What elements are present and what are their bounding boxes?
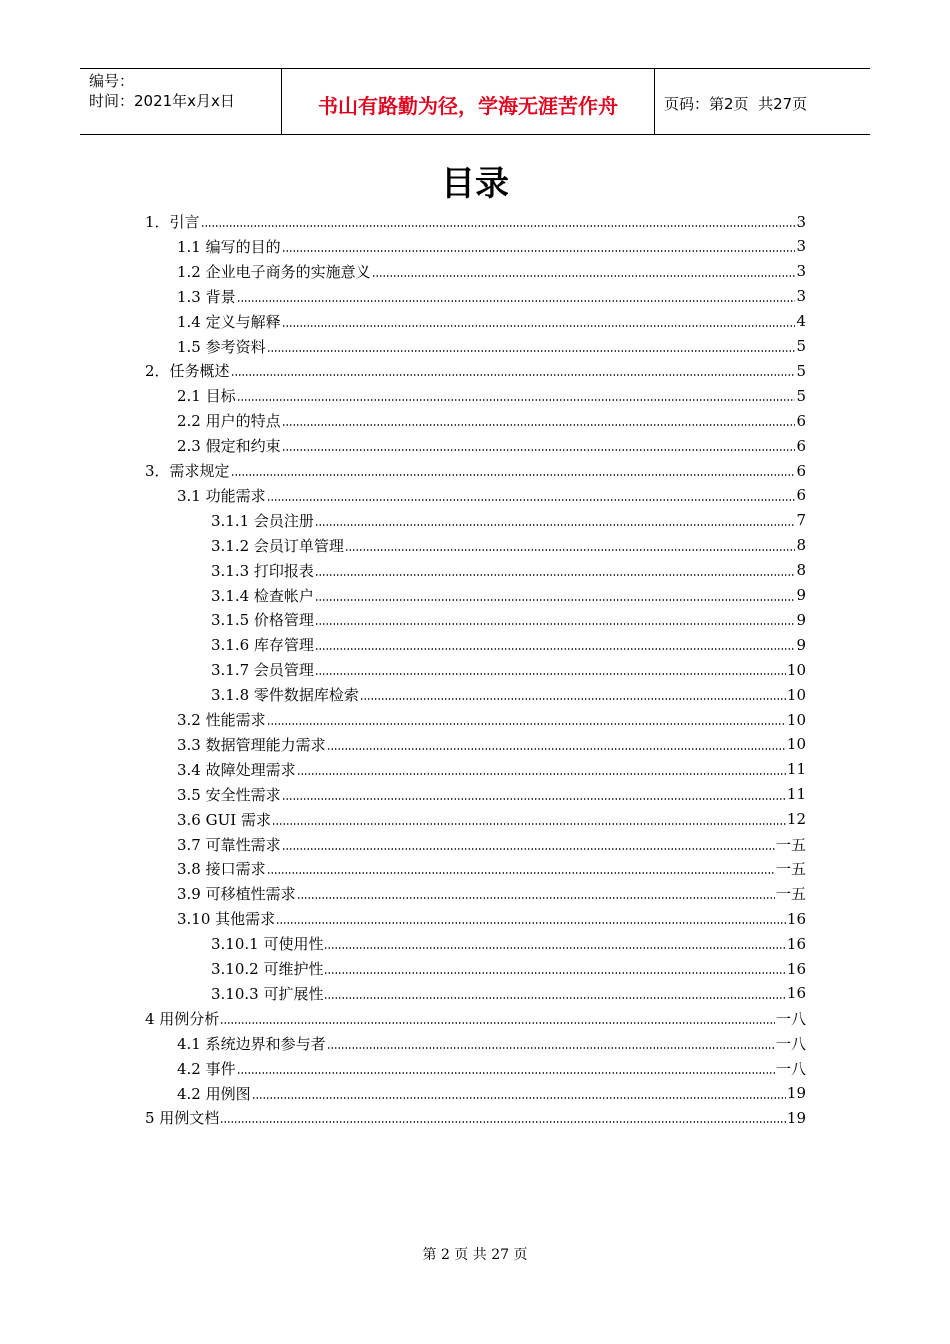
toc-entry-title: 3.10.1 可使用性 [211, 935, 324, 954]
toc-entry[interactable] [177, 284, 806, 309]
toc-dot-leader [324, 971, 785, 975]
toc-dot-leader [237, 299, 796, 303]
toc-entry[interactable] [211, 508, 806, 533]
toc-dot-leader [324, 996, 785, 1000]
toc-entry-page: 4 [796, 312, 806, 331]
toc-entry[interactable] [211, 607, 806, 632]
toc-entry-page: 3 [796, 212, 806, 231]
toc-entry-title: 3.4 故障处理需求 [177, 760, 296, 779]
toc-entry-title: 2.1 目标 [177, 387, 236, 406]
toc-entry-title: 2．任务概述 [145, 362, 230, 381]
toc-entry-page: 8 [796, 561, 806, 580]
toc-dot-leader [267, 349, 796, 353]
toc-entry[interactable] [145, 1105, 806, 1130]
toc-entry-page: 10 [786, 660, 806, 679]
header-page-cell [655, 69, 870, 134]
toc-entry-title: 1.4 定义与解释 [177, 312, 281, 331]
toc-entry-title: 3.8 接口需求 [177, 860, 266, 879]
toc-entry-title: 3.1.3 打印报表 [211, 561, 314, 580]
header-page-code: 页码：第2页 共27页 [664, 95, 808, 113]
toc-dot-leader [220, 1021, 775, 1025]
toc-entry[interactable] [177, 832, 806, 857]
toc-entry-page: 19 [786, 1084, 806, 1102]
toc-dot-leader [297, 772, 786, 776]
toc-entry-page: 一五 [775, 835, 806, 854]
toc-entry-title: 3.1 功能需求 [177, 486, 266, 505]
toc-entry-title: 3.1.6 库存管理 [211, 636, 314, 655]
toc-entry[interactable] [177, 234, 806, 259]
toc-entry[interactable] [211, 657, 806, 682]
toc-dot-leader [231, 373, 796, 377]
toc-entry-page: 10 [786, 685, 806, 704]
toc-entry-page: 3 [796, 287, 806, 306]
toc-entry-page: 12 [786, 810, 806, 829]
toc-entry-title: 2.2 用户的特点 [177, 412, 281, 431]
toc-dot-leader [360, 697, 786, 701]
toc-entry[interactable] [211, 583, 806, 608]
toc-entry-title: 3.1.1 会员注册 [211, 511, 314, 530]
toc-entry-page: 9 [796, 610, 806, 629]
toc-dot-leader [327, 747, 786, 751]
toc-dot-leader [282, 249, 796, 253]
toc-dot-leader [237, 398, 796, 402]
toc-entry-page: 9 [796, 635, 806, 654]
toc-entry[interactable] [177, 334, 806, 359]
page-footer: 第 2 页 共 27 页 [422, 1247, 528, 1263]
toc-entry-title: 3.10 其他需求 [177, 910, 276, 929]
toc-entry-page: 7 [796, 511, 806, 530]
toc-entry[interactable] [211, 981, 806, 1006]
toc-dot-leader [315, 523, 796, 527]
toc-dot-leader [345, 548, 796, 552]
toc-entry-title: 1.3 背景 [177, 287, 236, 306]
toc-entry[interactable] [145, 209, 806, 234]
toc-dot-leader [276, 921, 786, 925]
toc-entry-page: 11 [786, 785, 806, 804]
toc-dot-leader [282, 423, 796, 427]
toc-entry-title: 3.2 性能需求 [177, 711, 266, 729]
toc-dot-leader [252, 1096, 786, 1100]
toc-entry-page: 6 [796, 486, 806, 505]
toc-entry-page: 5 [796, 337, 806, 355]
toc-dot-leader [372, 274, 796, 278]
toc-dot-leader [324, 946, 785, 950]
header-info-cell [80, 69, 282, 134]
toc-entry-page: 16 [786, 984, 806, 1003]
header-number-label: 编号： [89, 72, 135, 90]
toc-entry[interactable] [211, 931, 806, 956]
toc-entry[interactable] [177, 1081, 806, 1106]
page-title: 目录 [441, 164, 509, 204]
toc-dot-leader [315, 647, 796, 651]
toc-entry-title: 3.5 安全性需求 [177, 785, 281, 804]
toc-entry[interactable] [177, 383, 806, 408]
toc-dot-leader [315, 598, 796, 602]
toc-entry-title: 4 用例分析 [145, 1009, 220, 1028]
toc-entry[interactable] [211, 956, 806, 981]
toc-entry-title: 3.3 数据管理能力需求 [177, 735, 326, 754]
toc-entry-title: 3.6 GUI 需求 [177, 810, 271, 829]
toc-entry-title: 1．引言 [145, 213, 200, 231]
toc-entry-title: 3.1.7 会员管理 [211, 661, 314, 680]
toc-entry-title: 3.1.5 价格管理 [211, 611, 314, 630]
toc-entry[interactable] [211, 533, 806, 558]
toc-entry[interactable] [177, 1031, 806, 1056]
toc-entry-title: 3．需求规定 [145, 462, 230, 480]
toc-entry[interactable] [177, 807, 806, 832]
header-motto: 书山有路勤为径，学海无涯苦作舟 [318, 94, 618, 118]
page-header [80, 68, 870, 135]
toc-entry-title: 3.10.3 可扩展性 [211, 984, 324, 1003]
toc-entry-title: 2.3 假定和约束 [177, 437, 281, 456]
toc-dot-leader [282, 797, 786, 801]
toc-entry-title: 1.5 参考资料 [177, 337, 266, 356]
toc-entry-page: 11 [786, 760, 806, 779]
toc-dot-leader [267, 871, 775, 875]
toc-entry-page: 16 [786, 934, 806, 953]
toc-entry[interactable] [177, 259, 806, 284]
toc-entry-page: 8 [796, 536, 806, 555]
toc-entry-title: 4.1 系统边界和参与者 [177, 1034, 326, 1053]
toc-entry-page: 10 [786, 735, 806, 754]
toc-entry-page: 19 [786, 1108, 806, 1127]
toc-entry-page: 3 [796, 237, 806, 256]
toc-dot-leader [220, 1120, 786, 1124]
toc-entry[interactable] [177, 757, 806, 782]
toc-entry-title: 3.9 可移植性需求 [177, 885, 296, 904]
toc-dot-leader [315, 573, 796, 577]
toc-dot-leader [282, 847, 775, 851]
toc-dot-leader [272, 822, 786, 826]
header-time-label: 时间：2021年x月x日 [89, 92, 235, 110]
toc-entry[interactable] [177, 707, 806, 732]
toc-entry-title: 3.1.2 会员订单管理 [211, 536, 344, 555]
toc-entry[interactable] [177, 309, 806, 334]
toc-entry[interactable] [177, 906, 806, 931]
toc-entry-page: 6 [796, 411, 806, 430]
toc-entry-page: 16 [786, 909, 806, 928]
toc-dot-leader [201, 224, 796, 228]
toc-entry[interactable] [177, 782, 806, 807]
toc-entry[interactable] [177, 483, 806, 508]
toc-entry-title: 1.2 企业电子商务的实施意义 [177, 262, 371, 281]
toc-dot-leader [315, 672, 786, 676]
toc-entry-page: 一八 [775, 1034, 806, 1053]
toc-entry-page: 一八 [775, 1059, 806, 1078]
toc-entry-title: 3.1.4 检查帐户 [211, 586, 314, 605]
toc-entry[interactable] [177, 881, 806, 906]
toc-entry[interactable] [177, 1056, 806, 1081]
toc-entry[interactable] [145, 458, 806, 483]
toc-entry-page: 3 [796, 262, 806, 281]
toc-entry-title: 4.2 用例图 [177, 1084, 251, 1103]
toc-dot-leader [282, 324, 796, 328]
toc-dot-leader [237, 1071, 775, 1075]
toc-entry-page: 6 [796, 461, 806, 480]
toc-entry-page: 一五 [775, 860, 806, 879]
toc-entry[interactable] [177, 433, 806, 458]
toc-entry[interactable] [145, 1006, 806, 1031]
header-motto-cell [282, 69, 655, 134]
toc-entry[interactable] [177, 856, 806, 881]
toc-entry-page: 10 [786, 710, 806, 729]
toc-entry-title: 3.10.2 可维护性 [211, 960, 324, 978]
toc-entry-page: 6 [796, 436, 806, 455]
toc-dot-leader [267, 498, 796, 502]
toc-dot-leader [282, 448, 796, 452]
toc-entry-title: 4.2 事件 [177, 1059, 236, 1078]
toc-entry[interactable] [177, 408, 806, 433]
toc-entry-title: 5 用例文档 [145, 1109, 220, 1128]
toc-entry-page: 9 [796, 586, 806, 604]
toc-entry-page: 16 [786, 959, 806, 978]
toc-entry-title: 1.1 编写的目的 [177, 237, 281, 256]
toc-entry[interactable] [211, 558, 806, 583]
toc-entry-page: 5 [796, 361, 806, 380]
toc-dot-leader [297, 896, 775, 900]
toc-dot-leader [327, 1046, 775, 1050]
toc-entry-title: 3.7 可靠性需求 [177, 835, 281, 854]
toc-dot-leader [231, 473, 796, 477]
toc-entry-page: 一五 [775, 885, 806, 904]
toc-entry[interactable] [177, 732, 806, 757]
toc-entry-page: 5 [796, 386, 806, 405]
toc-entry[interactable] [211, 682, 806, 707]
toc-entry[interactable] [145, 358, 806, 383]
toc-entry-page: 一八 [775, 1009, 806, 1028]
toc-entry[interactable] [211, 632, 806, 657]
toc-dot-leader [267, 722, 786, 726]
toc-dot-leader [315, 622, 796, 626]
toc-entry-title: 3.1.8 零件数据库检索 [211, 686, 359, 705]
